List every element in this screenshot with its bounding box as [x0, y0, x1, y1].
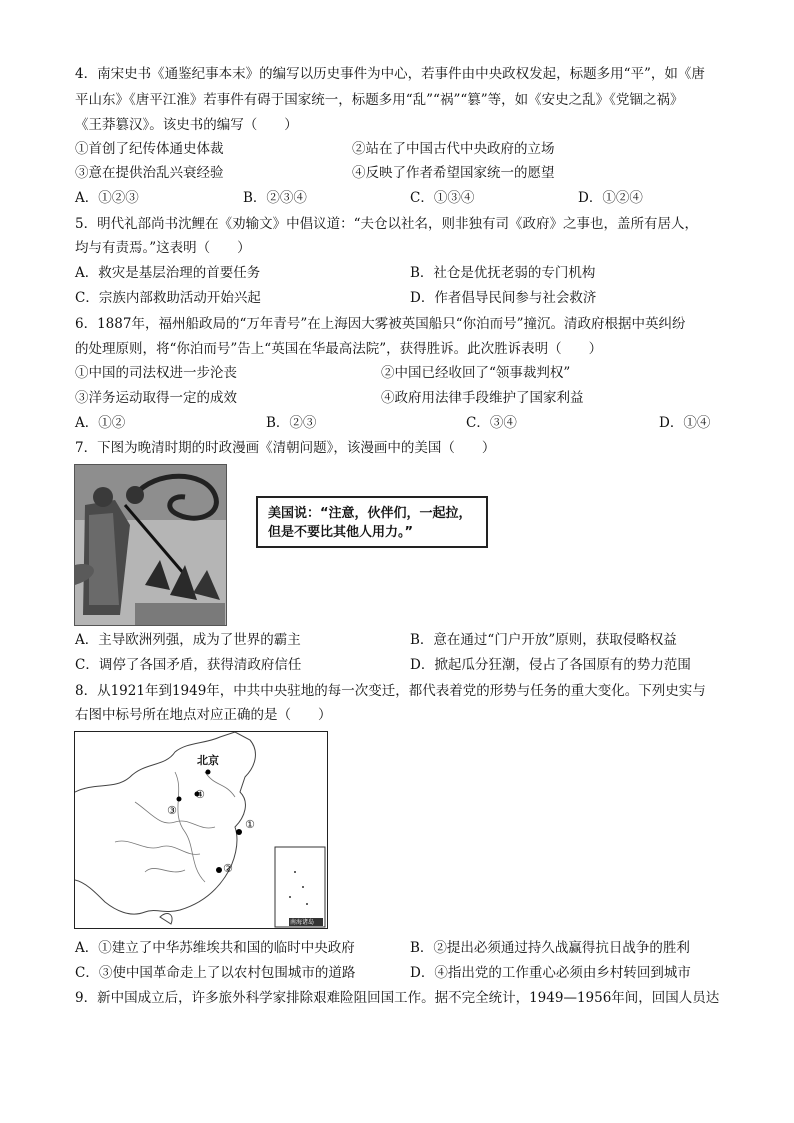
qing-cartoon-image	[74, 464, 227, 626]
q5-stem-line1: 5．明代礼部尚书沈鲤在《劝输文》中倡议道：“夫仓以社名，则非独有司《政府》之事也，盖所有居人，	[75, 216, 698, 232]
q4-choice-b[interactable]: B．②③④	[243, 190, 307, 206]
q5-choice-b[interactable]: B．社仓是优抚老弱的专门机构	[410, 265, 596, 281]
q4-item-1: ①首创了纪传体通史体裁	[75, 141, 224, 157]
map-marker-1: ①	[245, 818, 255, 831]
q4-choice-c[interactable]: C．①③④	[410, 190, 475, 206]
q6-item-2: ②中国已经收回了“领事裁判权”	[381, 365, 571, 381]
q4-choice-d[interactable]: D．①②④	[578, 190, 643, 206]
q7-choice-d[interactable]: D．掀起瓜分狂潮，侵占了各国原有的势力范围	[410, 657, 691, 673]
q8-stem-line2: 右图中标号所在地点对应正确的是（ ）	[75, 707, 332, 723]
q7-stem-line1: 7．下图为晚清时期的时政漫画《清朝问题》，该漫画中的美国（ ）	[75, 440, 496, 456]
map-label-beijing: 北京	[197, 754, 219, 767]
q6-item-4: ④政府用法律手段维护了国家利益	[381, 390, 584, 406]
q7-choice-a[interactable]: A．主导欧洲列强，成为了世界的霸主	[75, 632, 301, 648]
cartoon-caption-line1: 美国说：“注意，伙伴们，一起拉，	[268, 506, 472, 521]
q8-choice-b[interactable]: B．②提出必须通过持久战赢得抗日战争的胜利	[410, 940, 690, 956]
q4-choice-a[interactable]: A．①②③	[75, 190, 139, 206]
q7-choice-b[interactable]: B．意在通过“门户开放”原则，获取侵略权益	[410, 632, 677, 648]
q4-stem-line1: 4．南宋史书《通鉴纪事本末》的编写以历史事件为中心，若事件由中央政权发起，标题多用“平”，如《唐	[75, 66, 705, 82]
q7-choice-c[interactable]: C．调停了各国矛盾，获得清政府信任	[75, 657, 302, 673]
q8-choice-d[interactable]: D．④指出党的工作重心必须由乡村转回到城市	[410, 965, 691, 981]
q6-stem-line2: 的处理原则，将“你泊而号”告上“英国在华最高法院”，获得胜诉。此次胜诉表明（ ）	[75, 341, 603, 357]
q6-stem-line1: 6．1887年，福州船政局的“万年青号”在上海因大雾被英国船只“你泊而号”撞沉。清政府根据中英纠纷	[75, 316, 686, 332]
q8-choice-c[interactable]: C．③使中国革命走上了以农村包围城市的道路	[75, 965, 356, 981]
q8-stem-line1: 8．从1921年到1949年，中共中央驻地的每一次变迁，都代表着党的形势与任务的重大变化。下列史实与	[75, 683, 706, 699]
map-marker-2: ②	[223, 862, 233, 875]
cartoon-caption-box	[256, 496, 488, 548]
q5-choice-a[interactable]: A．救灾是基层治理的首要任务	[75, 265, 261, 281]
cartoon-illustration	[75, 465, 226, 625]
q8-choice-a[interactable]: A．①建立了中华苏维埃共和国的临时中央政府	[75, 940, 355, 956]
q6-choice-b[interactable]: B．②③	[266, 415, 317, 431]
q6-choice-a[interactable]: A．①②	[75, 415, 126, 431]
q4-item-3: ③意在提供治乱兴衰经验	[75, 165, 224, 181]
q4-stem-line3: 《王莽篡汉》。该史书的编写（ ）	[75, 117, 298, 133]
q6-choice-c[interactable]: C．③④	[466, 415, 517, 431]
q4-item-2: ②站在了中国古代中央政府的立场	[352, 141, 555, 157]
q6-choice-d[interactable]: D．①④	[659, 415, 711, 431]
q5-stem-line2: 均与有责焉。”这表明（ ）	[75, 240, 251, 256]
q6-item-3: ③洋务运动取得一定的成效	[75, 390, 237, 406]
q4-item-4: ④反映了作者希望国家统一的愿望	[352, 165, 555, 181]
china-map-image	[74, 731, 328, 929]
q4-stem-line2: 平山东》《唐平江淮》若事件有碍于国家统一，标题多用“乱”“祸”“篡”等，如《安史之乱》《党锢之祸》	[75, 92, 684, 108]
q5-choice-c[interactable]: C．宗族内部救助活动开始兴起	[75, 290, 261, 306]
q6-item-1: ①中国的司法权进一步沦丧	[75, 365, 237, 381]
q9-stem-line1: 9．新中国成立后，许多旅外科学家排除艰难险阻回国工作。据不完全统计，1949—1956年间，回国人员达	[75, 990, 720, 1006]
map-marker-3: ③	[167, 804, 177, 817]
cartoon-caption-line2: 但是不要比其他人用力。”	[268, 525, 414, 540]
q5-choice-d[interactable]: D．作者倡导民间参与社会救济	[410, 290, 597, 306]
map-marker-4: ④	[195, 788, 205, 801]
map-inset-label: 南海诸岛	[290, 919, 315, 926]
